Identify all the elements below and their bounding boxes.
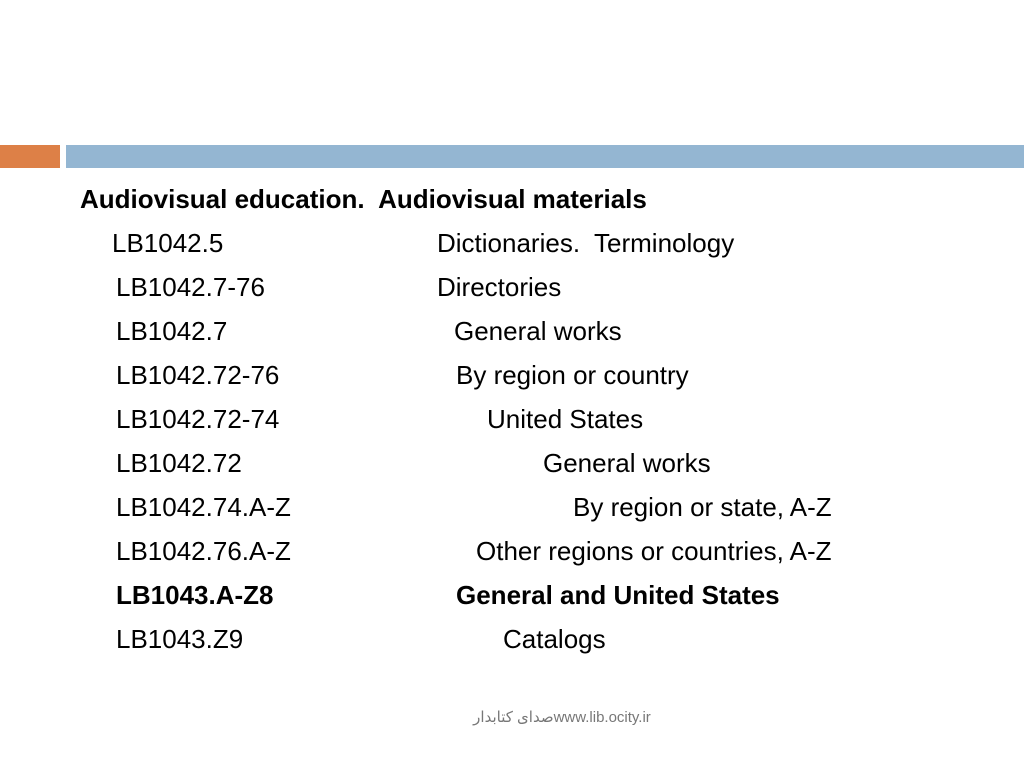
entry-description: By region or country [456,360,689,390]
entry-code: LB1043.Z9 [116,624,244,654]
entry-row [0,446,1024,480]
entry-description: Directories [437,272,562,302]
accent-bar-orange [0,145,60,168]
entry-code: LB1042.7-76 [116,272,265,302]
entry-code: LB1042.76.A-Z [116,536,291,566]
entry-description: Catalogs [503,624,606,654]
entry-description: By region or state, A-Z [573,492,832,522]
entry-row [0,314,1024,348]
accent-bar-blue [66,145,1024,168]
entry-row [0,578,1024,612]
entry-code: LB1042.72 [116,448,242,478]
entry-description: Dictionaries. Terminology [437,228,735,258]
entry-description: United States [487,404,644,434]
entry-row [0,402,1024,436]
entry-row [0,358,1024,392]
entry-row [0,226,1024,260]
slide-heading: Audiovisual education. Audiovisual materials [80,184,647,214]
footer-watermark: صدای کتابدارwww.lib.ocity.ir [473,709,651,726]
entry-description: Other regions or countries, A-Z [476,536,832,566]
entry-code: LB1042.72-74 [116,404,280,434]
entry-description: General and United States [456,580,780,610]
entry-row [0,534,1024,568]
entry-row [0,622,1024,656]
entry-code: LB1042.7 [116,316,228,346]
entry-code: LB1042.5 [112,228,224,258]
entry-row [0,270,1024,304]
entry-code: LB1043.A-Z8 [116,580,274,610]
entry-description: General works [454,316,622,346]
entry-description: General works [543,448,711,478]
entry-row [0,490,1024,524]
entry-code: LB1042.72-76 [116,360,280,390]
entry-code: LB1042.74.A-Z [116,492,291,522]
